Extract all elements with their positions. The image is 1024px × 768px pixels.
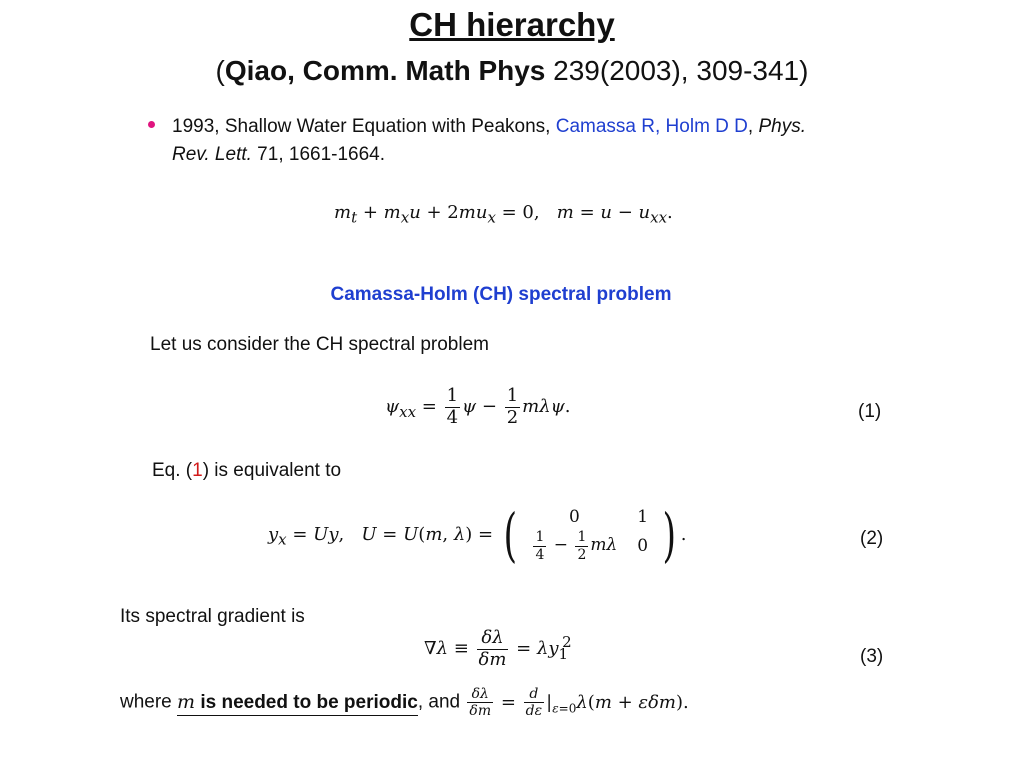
gradient-intro: Its spectral gradient is <box>120 606 305 627</box>
where-bold: is needed to be periodic <box>195 691 418 713</box>
equivalent-text <box>152 460 341 482</box>
equation-1-label: (1) <box>858 401 882 422</box>
citation-open: ( <box>215 55 225 86</box>
where-var: m <box>177 690 196 713</box>
equation-ref-link[interactable]: 1 <box>192 460 203 481</box>
equation-ch: $m_t + m_xu + 2mu_x = 0$, $m = u - u_{xx}$. <box>334 202 673 227</box>
equation-3-label: (3) <box>860 646 884 667</box>
equation-2: $y_x = Uy$, U = U(m, λ) = ( 0 1 $\frac{1}{4}$ − $\frac{1}{2}$ mλ 0 ) . <box>268 501 687 569</box>
variational-derivative: $\frac{\delta\lambda}{\delta m}$ = $\frac{d}{d\varepsilon}$ $|_{\varepsilon=0}\lambda(m + \varepsilon\delta m)$. <box>469 686 689 720</box>
citation <box>0 55 1024 87</box>
equivalent-suffix: ) is equivalent to <box>202 460 342 481</box>
bullet-journal-2: Rev. Lett. <box>172 144 252 165</box>
equation-1: $\psi_{xx}$ = $\frac{1}{4}$ ψ − $\frac{1}{2}$ mλψ. <box>385 385 571 428</box>
equation-3: ∇λ ≡ $\frac{\delta\lambda}{\delta m}$ = $\lambda y_1^2$ <box>424 627 572 670</box>
bullet-sep: , <box>747 116 759 137</box>
page-title: CH hierarchy <box>409 6 615 43</box>
bullet-authors: Camassa R, Holm D D <box>555 116 748 137</box>
section-heading: Camassa-Holm (CH) spectral problem <box>330 284 672 305</box>
bullet-prefix: 1993, Shallow Water Equation with Peakons, <box>172 116 556 137</box>
citation-bold: Qiao, Comm. Math Phys <box>224 55 546 86</box>
where-line <box>120 686 689 719</box>
where-after: , and <box>417 691 466 713</box>
citation-rest: 239(2003), 309-341) <box>545 55 809 86</box>
periodic-condition <box>177 692 418 716</box>
equivalent-prefix: Eq. ( <box>152 460 193 481</box>
bullet-reference <box>172 113 932 169</box>
equation-2-label: (2) <box>860 528 884 549</box>
bullet-journal-1: Phys. <box>758 116 806 137</box>
bullet-rest: 71, 1661-1664. <box>251 144 386 165</box>
intro-text: Let us consider the CH spectral problem <box>150 334 489 355</box>
bullet-dot-icon <box>148 121 155 128</box>
where-prefix: where <box>120 691 178 713</box>
